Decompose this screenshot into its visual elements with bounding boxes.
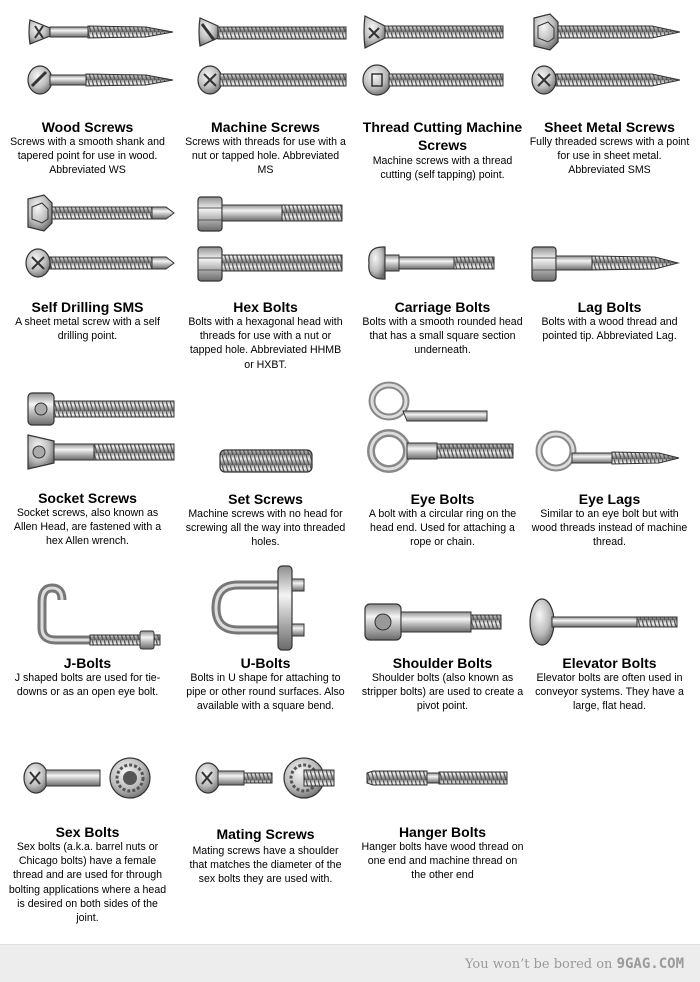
fastener-card-j-bolts [0, 560, 175, 720]
fastener-description: Socket screws, also known as Allen Head, are fastened with a hex Allen wrench. [13, 507, 162, 548]
fastener-card-wood-screws [0, 0, 175, 180]
eye-bolt-illustration [355, 375, 530, 490]
fastener-card-socket-screws [0, 375, 175, 555]
self-drilling-screw-illustration [0, 188, 175, 298]
fastener-title: Carriage Bolts [394, 299, 491, 315]
fastener-description: Sex bolts (a.k.a. barrel nuts or Chicago bolts) have a female thread and are used for through bolting applications where a head is desired on both sides of the joint. [8, 841, 167, 925]
fastener-title: Socket Screws [38, 490, 137, 506]
fastener-title: Mating Screws [216, 826, 315, 842]
fastener-description: Machine screws with no head for screwing all the way into threaded holes. [185, 508, 346, 549]
fastener-description: J shaped bolts are used for tie-downs or as an open eye bolt. [14, 672, 161, 699]
fastener-card-thread-cutting-machine-screws [355, 0, 530, 185]
fastener-card-shoulder-bolts [355, 560, 530, 735]
fastener-description: Hanger bolts have wood thread on one end and machine thread on the other end [361, 841, 524, 882]
fastener-title: Lag Bolts [577, 299, 642, 315]
footer-brand-link[interactable]: 9GAG.COM [616, 956, 684, 972]
sex-bolt-illustration [0, 730, 175, 830]
fastener-description: Elevator bolts are often used in conveyor systems. They have a large, flat head. [535, 672, 684, 713]
fastener-title: Hanger Bolts [398, 824, 487, 840]
fastener-description: Fully threaded screws with a point for use in sheet metal. Abbreviated SMS [529, 136, 690, 177]
fastener-card-u-bolts [178, 560, 353, 735]
fastener-description: Bolts with a smooth rounded head that has a small square section underneath. [362, 316, 523, 357]
fastener-description: Machine screws with a thread cutting (self tapping) point. [372, 155, 513, 182]
elevator-bolt-illustration [522, 560, 697, 660]
fastener-title: Eye Lags [578, 491, 641, 507]
fastener-card-mating-screws [178, 730, 353, 935]
carriage-bolt-illustration [355, 188, 530, 298]
fastener-card-carriage-bolts [355, 188, 530, 368]
fastener-title: Hex Bolts [233, 299, 298, 315]
fastener-card-sheet-metal-screws [522, 0, 697, 180]
lag-bolt-illustration [522, 188, 697, 298]
thread-cutting-screw-illustration [355, 0, 530, 115]
fastener-title: Set Screws [228, 491, 303, 507]
fastener-description: Similar to an eye bolt but with wood threads instead of machine thread. [531, 508, 688, 549]
fastener-card-eye-bolts [355, 375, 530, 560]
fastener-description: Screws with a smooth shank and tapered point for use in wood. Abbreviated WS [10, 136, 165, 177]
fastener-title: U-Bolts [240, 655, 291, 671]
fastener-description: A sheet metal screw with a self drilling point. [15, 316, 160, 343]
fastener-description: A bolt with a circular ring on the head end. Used for attaching a rope or chain. [368, 508, 517, 549]
socket-screw-illustration [0, 375, 175, 490]
fastener-description: Shoulder bolts (also known as stripper bolts) are used to create a pivot point. [361, 672, 524, 713]
fastener-title: Wood Screws [41, 119, 134, 135]
fastener-card-hex-bolts [178, 188, 353, 378]
fastener-card-lag-bolts [522, 188, 697, 368]
fastener-title: Sex Bolts [55, 824, 120, 840]
wood-screw-illustration [0, 0, 175, 115]
u-bolt-illustration [178, 560, 353, 660]
fastener-card-eye-lags [522, 375, 697, 560]
fastener-description: Mating screws have a shoulder that matches the diameter of the sex bolts they are used with. [189, 845, 342, 886]
j-bolt-illustration [0, 560, 175, 660]
fastener-card-set-screws [178, 375, 353, 555]
fastener-card-hanger-bolts [355, 730, 530, 935]
fastener-description: Bolts in U shape for attaching to pipe or other round surfaces. Also available with a square bend. [186, 672, 345, 713]
fastener-title: Shoulder Bolts [392, 655, 493, 671]
fastener-description: Bolts with a wood thread and pointed tip. Abbreviated Lag. [541, 316, 678, 343]
fastener-title: Self Drilling SMS [31, 299, 144, 315]
fastener-card-machine-screws [178, 0, 353, 180]
footer-text: You won’t be bored on [464, 957, 613, 972]
fastener-card-self-drilling-sms [0, 188, 175, 368]
sheet-metal-screw-illustration [522, 0, 697, 115]
fastener-title: Thread Cutting Machine Screws [362, 119, 523, 153]
fastener-title: Elevator Bolts [562, 655, 657, 671]
shoulder-bolt-illustration [355, 560, 530, 660]
fastener-card-sex-bolts [0, 730, 175, 935]
fastener-description: Bolts with a hexagonal head with threads for use with a nut or tapped hole. Abbreviated HHMB or HXBT. [188, 316, 343, 371]
machine-screw-illustration [178, 0, 353, 115]
fastener-title: Machine Screws [211, 119, 320, 135]
fastener-title: Sheet Metal Screws [544, 119, 675, 135]
set-screw-illustration [178, 375, 353, 490]
eye-lag-illustration [522, 375, 697, 490]
fastener-title: J-Bolts [63, 655, 112, 671]
fastener-card-elevator-bolts [522, 560, 697, 735]
fastener-description: Screws with threads for use with a nut or tapped hole. Abbreviated MS [185, 136, 346, 177]
fastener-title: Eye Bolts [410, 491, 475, 507]
footer-tagline [465, 956, 684, 972]
hanger-bolt-illustration [355, 730, 530, 830]
hex-bolt-illustration [178, 188, 353, 298]
mating-screw-illustration [178, 730, 353, 830]
footer-bar [0, 944, 700, 982]
